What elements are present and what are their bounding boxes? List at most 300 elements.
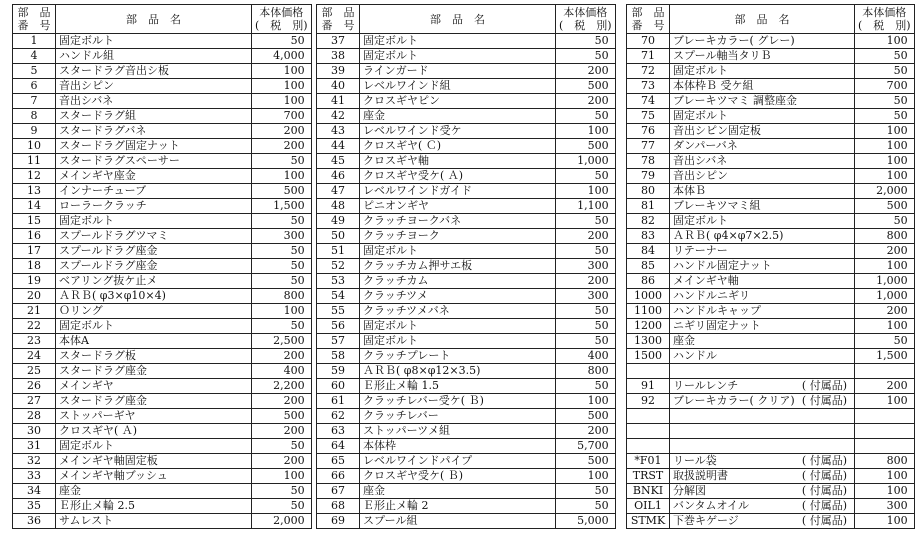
table-row (13, 439, 312, 454)
part-name: ハンドルキャップ (673, 304, 761, 317)
part-name-cell (670, 364, 855, 379)
price-cell: 500 (252, 409, 312, 424)
part-number-cell: 32 (13, 454, 56, 469)
part-name: 固定ボルト (363, 334, 418, 347)
part-name-cell (56, 184, 252, 199)
price-cell: 50 (855, 49, 915, 64)
part-name: クラッチツメ (363, 289, 428, 302)
part-name-cell (360, 244, 556, 259)
part-name-cell (56, 304, 252, 319)
price-cell: 2,500 (252, 334, 312, 349)
table-row (317, 349, 616, 364)
part-name-cell (56, 154, 252, 169)
table-row (317, 394, 616, 409)
part-number-cell: 45 (317, 154, 360, 169)
price-cell: 500 (252, 184, 312, 199)
part-name-cell (670, 379, 855, 394)
table-row (627, 454, 915, 469)
table-row (317, 109, 616, 124)
part-name-cell (360, 274, 556, 289)
parts-table-2 (316, 4, 616, 529)
part-number-cell: 44 (317, 139, 360, 154)
part-number-cell: 46 (317, 169, 360, 184)
part-number-cell: 39 (317, 64, 360, 79)
part-name-cell (670, 49, 855, 64)
table-row (317, 139, 616, 154)
part-name-cell (56, 244, 252, 259)
table-row (13, 139, 312, 154)
part-number-cell: OIL1 (627, 499, 670, 514)
part-name: スタードラグバネ (59, 124, 147, 137)
price-cell: 100 (855, 484, 915, 499)
price-cell: 50 (556, 319, 616, 334)
part-number-cell: 11 (13, 154, 56, 169)
header-price: 本体価格 ( 税 別) (556, 5, 616, 34)
table-row (317, 514, 616, 529)
accessory-label: ( 付属品) (801, 394, 847, 407)
part-name: 下巻キゲージ (673, 514, 739, 527)
part-number-cell: 17 (13, 244, 56, 259)
table-row (13, 319, 312, 334)
accessory-label: ( 付属品) (801, 499, 847, 512)
part-name: ピニオンギヤ (363, 199, 429, 212)
part-number-cell: 80 (627, 184, 670, 199)
part-name-cell (360, 184, 556, 199)
part-number-cell: 26 (13, 379, 56, 394)
price-cell: 500 (556, 139, 616, 154)
part-number-cell: 27 (13, 394, 56, 409)
price-cell: 50 (252, 34, 312, 49)
part-number-cell: 1000 (627, 289, 670, 304)
table-row (627, 214, 915, 229)
table-row (13, 469, 312, 484)
price-cell: 100 (855, 514, 915, 529)
part-name-cell (56, 34, 252, 49)
table-row (627, 139, 915, 154)
part-name-cell (670, 499, 855, 514)
table-row (627, 154, 915, 169)
part-name: ダンパーバネ (673, 139, 738, 152)
price-cell: 2,200 (252, 379, 312, 394)
table-row (627, 229, 915, 244)
part-name: 固定ボルト (59, 319, 114, 332)
price-cell: 4,000 (252, 49, 312, 64)
table-row (627, 409, 915, 424)
part-name-cell (56, 124, 252, 139)
part-name: Ｅ形止メ輪 1.5 (363, 379, 439, 392)
parts-table-3 (626, 4, 915, 529)
price-cell: 200 (556, 424, 616, 439)
price-cell: 200 (252, 124, 312, 139)
part-name-cell (56, 139, 252, 154)
part-name: 本体Ｂ (673, 184, 706, 197)
part-name: 固定ボルト (363, 244, 418, 257)
part-name: メインギヤ軸ブッシュ (59, 469, 168, 482)
part-name: メインギヤ (59, 379, 114, 392)
part-name: スタードラグ音出シ板 (59, 64, 169, 77)
part-number-cell: 69 (317, 514, 360, 529)
part-number-cell: 13 (13, 184, 56, 199)
price-cell: 50 (252, 259, 312, 274)
part-name-cell (670, 79, 855, 94)
table-row (13, 454, 312, 469)
part-number-cell: 82 (627, 214, 670, 229)
part-name: ＡＲＢ( φ3×φ10×4) (59, 289, 166, 302)
part-name-cell (360, 169, 556, 184)
price-cell: 700 (252, 109, 312, 124)
part-name: ブレーキツマミ 調整座金 (673, 94, 798, 107)
price-cell: 400 (252, 364, 312, 379)
part-number-cell: 1300 (627, 334, 670, 349)
part-name: 取扱説明書 (673, 469, 728, 482)
part-number-cell: 14 (13, 199, 56, 214)
price-cell: 1,000 (855, 274, 915, 289)
part-name-cell (56, 94, 252, 109)
price-cell: 50 (252, 439, 312, 454)
part-name-cell (56, 514, 252, 529)
table-row (627, 49, 915, 64)
part-name: インナーチューブ (59, 184, 147, 197)
part-name-cell (360, 484, 556, 499)
table-row (13, 79, 312, 94)
table-row (627, 79, 915, 94)
part-number-cell: 24 (13, 349, 56, 364)
price-cell: 100 (252, 79, 312, 94)
table-row (13, 229, 312, 244)
table-row (317, 49, 616, 64)
table-row (13, 214, 312, 229)
price-cell: 800 (855, 229, 915, 244)
header-price: 本体価格 ( 税 別) (252, 5, 312, 34)
price-cell: 50 (855, 109, 915, 124)
price-cell: 700 (855, 79, 915, 94)
price-cell: 50 (252, 244, 312, 259)
part-name: 固定ボルト (673, 64, 728, 77)
table-row (13, 244, 312, 259)
price-cell: 2,000 (855, 184, 915, 199)
table-row (627, 364, 915, 379)
part-name-cell (670, 424, 855, 439)
part-name: クラッチカム押サエ板 (363, 259, 473, 272)
part-name: 座金 (59, 484, 81, 497)
table-row (317, 439, 616, 454)
price-cell: 5,000 (556, 514, 616, 529)
part-name-cell (360, 229, 556, 244)
table-row (317, 154, 616, 169)
part-name-cell (360, 409, 556, 424)
header-part-number: 部 品 番 号 (13, 5, 56, 34)
part-name-cell (670, 409, 855, 424)
table-row (13, 289, 312, 304)
price-cell: 200 (252, 454, 312, 469)
part-name-cell (360, 439, 556, 454)
table-row (317, 319, 616, 334)
part-number-cell: 38 (317, 49, 360, 64)
part-number-cell: 16 (13, 229, 56, 244)
part-name: 音出シバネ (59, 94, 114, 107)
part-name-cell (56, 469, 252, 484)
part-name-cell (56, 349, 252, 364)
part-number-cell: 23 (13, 334, 56, 349)
price-cell: 200 (556, 64, 616, 79)
price-cell: 1,000 (855, 289, 915, 304)
table-row (627, 184, 915, 199)
part-name-cell (56, 454, 252, 469)
part-name-cell (670, 184, 855, 199)
part-name: バンタムオイル (673, 499, 750, 512)
part-name-cell (56, 214, 252, 229)
part-name: クロスギヤピン (363, 94, 440, 107)
price-cell: 2,000 (252, 514, 312, 529)
part-number-cell: 7 (13, 94, 56, 109)
table-row (13, 169, 312, 184)
part-name: クラッチプレート (363, 349, 451, 362)
part-number-cell: 56 (317, 319, 360, 334)
part-number-cell: 49 (317, 214, 360, 229)
part-name: クロスギヤ受ケ( Ａ) (363, 169, 464, 182)
part-number-cell: TRST (627, 469, 670, 484)
part-number-cell: 12 (13, 169, 56, 184)
part-name: ラインガード (363, 64, 429, 77)
table-row (627, 34, 915, 49)
part-number-cell: 51 (317, 244, 360, 259)
price-cell: 50 (556, 244, 616, 259)
part-number-cell: 42 (317, 109, 360, 124)
table-row (627, 499, 915, 514)
part-name-cell (56, 199, 252, 214)
price-cell: 200 (252, 424, 312, 439)
part-name: スタードラグ座金 (59, 394, 147, 407)
part-name-cell (360, 199, 556, 214)
price-cell: 50 (556, 499, 616, 514)
part-name: ハンドル (673, 349, 717, 362)
parts-table-body (627, 34, 915, 529)
price-cell: 200 (855, 304, 915, 319)
part-number-cell: 5 (13, 64, 56, 79)
part-name-cell (670, 109, 855, 124)
price-cell: 500 (556, 79, 616, 94)
price-cell: 50 (556, 49, 616, 64)
part-number-cell: 91 (627, 379, 670, 394)
part-name: クラッチカム (363, 274, 429, 287)
table-row (317, 79, 616, 94)
part-number-cell: 67 (317, 484, 360, 499)
table-header-row (627, 5, 915, 34)
header-part-name: 部 品 名 (670, 5, 855, 34)
part-name-cell (56, 229, 252, 244)
part-number-cell: 71 (627, 49, 670, 64)
price-cell: 300 (855, 499, 915, 514)
part-number-cell: 9 (13, 124, 56, 139)
part-name: ブレーキカラー( クリア) (673, 394, 795, 407)
part-number-cell: 65 (317, 454, 360, 469)
price-cell: 50 (556, 484, 616, 499)
price-cell: 50 (556, 214, 616, 229)
part-name: 固定ボルト (363, 34, 418, 47)
table-row (13, 49, 312, 64)
part-name-cell (670, 304, 855, 319)
table-row (317, 484, 616, 499)
table-row (317, 34, 616, 49)
part-name: 音出シピン (673, 169, 728, 182)
price-cell: 50 (252, 499, 312, 514)
table-row (317, 259, 616, 274)
part-number-cell: 77 (627, 139, 670, 154)
price-cell: 200 (556, 229, 616, 244)
part-number-cell: 92 (627, 394, 670, 409)
price-cell: 500 (556, 409, 616, 424)
part-name-cell (56, 319, 252, 334)
price-cell: 1,100 (556, 199, 616, 214)
price-cell: 800 (855, 454, 915, 469)
part-number-cell: 68 (317, 499, 360, 514)
price-cell: 200 (252, 139, 312, 154)
price-cell: 100 (252, 469, 312, 484)
header-part-name: 部 品 名 (360, 5, 556, 34)
price-cell: 50 (556, 379, 616, 394)
table-row (13, 109, 312, 124)
price-cell: 100 (855, 34, 915, 49)
part-name-cell (670, 469, 855, 484)
part-name-cell (360, 499, 556, 514)
table-row (13, 64, 312, 79)
part-name-cell (670, 199, 855, 214)
table-row (13, 304, 312, 319)
part-number-cell: 64 (317, 439, 360, 454)
price-cell: 300 (556, 259, 616, 274)
part-name-cell (670, 169, 855, 184)
price-cell: 100 (855, 154, 915, 169)
parts-table-body (13, 34, 312, 529)
price-cell: 100 (855, 259, 915, 274)
part-number-cell: 84 (627, 244, 670, 259)
part-number-cell: 48 (317, 199, 360, 214)
part-name: リールレンチ (673, 379, 739, 392)
part-name: Ｏリング (59, 304, 103, 317)
part-name-cell (670, 214, 855, 229)
price-cell: 50 (855, 214, 915, 229)
part-number-cell: 31 (13, 439, 56, 454)
part-name: Ｅ形止メ輪 2 (363, 499, 429, 512)
part-name: 固定ボルト (59, 34, 114, 47)
price-cell: 50 (252, 484, 312, 499)
part-number-cell: 41 (317, 94, 360, 109)
part-number-cell: 85 (627, 259, 670, 274)
part-number-cell: 28 (13, 409, 56, 424)
table-row (13, 499, 312, 514)
part-name: クロスギヤ軸 (363, 154, 429, 167)
part-number-cell: 30 (13, 424, 56, 439)
part-number-cell: 50 (317, 229, 360, 244)
part-name-cell (56, 109, 252, 124)
part-name: 音出シバネ (673, 154, 728, 167)
table-row (317, 214, 616, 229)
part-number-cell: 63 (317, 424, 360, 439)
part-name-cell (360, 304, 556, 319)
part-name: ブレーキツマミ組 (673, 199, 761, 212)
table-row (627, 469, 915, 484)
part-name: リテーナー (673, 244, 728, 257)
price-cell: 500 (855, 199, 915, 214)
part-name: ベアリング抜ケ止メ (59, 274, 158, 287)
price-cell: 50 (855, 94, 915, 109)
table-row (13, 334, 312, 349)
table-row (13, 379, 312, 394)
part-number-cell: 25 (13, 364, 56, 379)
part-number-cell: BNKI (627, 484, 670, 499)
part-number-cell: 1500 (627, 349, 670, 364)
price-cell: 50 (556, 34, 616, 49)
part-name-cell (670, 394, 855, 409)
part-number-cell: 62 (317, 409, 360, 424)
part-number-cell: 6 (13, 79, 56, 94)
part-name: スプールドラグツマミ (59, 229, 169, 242)
price-cell: 100 (855, 394, 915, 409)
accessory-label: ( 付属品) (801, 514, 847, 527)
part-name-cell (360, 334, 556, 349)
part-name-cell (56, 439, 252, 454)
parts-table-1 (12, 4, 312, 529)
part-name: スタードラグ固定ナット (59, 139, 180, 152)
table-row (627, 394, 915, 409)
part-name-cell (56, 409, 252, 424)
part-number-cell: 79 (627, 169, 670, 184)
table-row (627, 349, 915, 364)
part-name-cell (56, 49, 252, 64)
price-cell: 5,700 (556, 439, 616, 454)
part-number-cell: 10 (13, 139, 56, 154)
part-number-cell: 60 (317, 379, 360, 394)
price-cell: 50 (556, 334, 616, 349)
part-name: クロスギヤ( Ａ) (59, 424, 138, 437)
part-number-cell: 76 (627, 124, 670, 139)
part-number-cell: 86 (627, 274, 670, 289)
part-name-cell (670, 139, 855, 154)
table-row (13, 199, 312, 214)
header-part-number: 部 品 番 号 (627, 5, 670, 34)
table-row (627, 424, 915, 439)
part-name-cell (670, 94, 855, 109)
part-number-cell: 15 (13, 214, 56, 229)
part-name: レベルワインドガイド (363, 184, 473, 197)
part-name-cell (360, 34, 556, 49)
table-row (13, 154, 312, 169)
table-header-row (317, 5, 616, 34)
part-number-cell: 4 (13, 49, 56, 64)
table-header-row (13, 5, 312, 34)
part-name-cell (670, 259, 855, 274)
part-name-cell (670, 484, 855, 499)
price-cell: 50 (252, 274, 312, 289)
part-name-cell (670, 439, 855, 454)
part-name: 本体A (59, 334, 89, 347)
table-row (627, 169, 915, 184)
price-cell: 300 (556, 289, 616, 304)
part-name: クロスギヤ( Ｃ) (363, 139, 442, 152)
part-name-cell (360, 469, 556, 484)
part-name-cell (360, 289, 556, 304)
price-cell: 100 (252, 94, 312, 109)
part-number-cell: 52 (317, 259, 360, 274)
part-name-cell (670, 334, 855, 349)
part-name: 固定ボルト (363, 319, 418, 332)
part-name: クラッチレバー (363, 409, 439, 422)
part-name: Ｅ形止メ輪 2.5 (59, 499, 135, 512)
header-price: 本体価格 ( 税 別) (855, 5, 915, 34)
part-name-cell (360, 154, 556, 169)
part-name-cell (670, 124, 855, 139)
price-cell: 50 (252, 214, 312, 229)
